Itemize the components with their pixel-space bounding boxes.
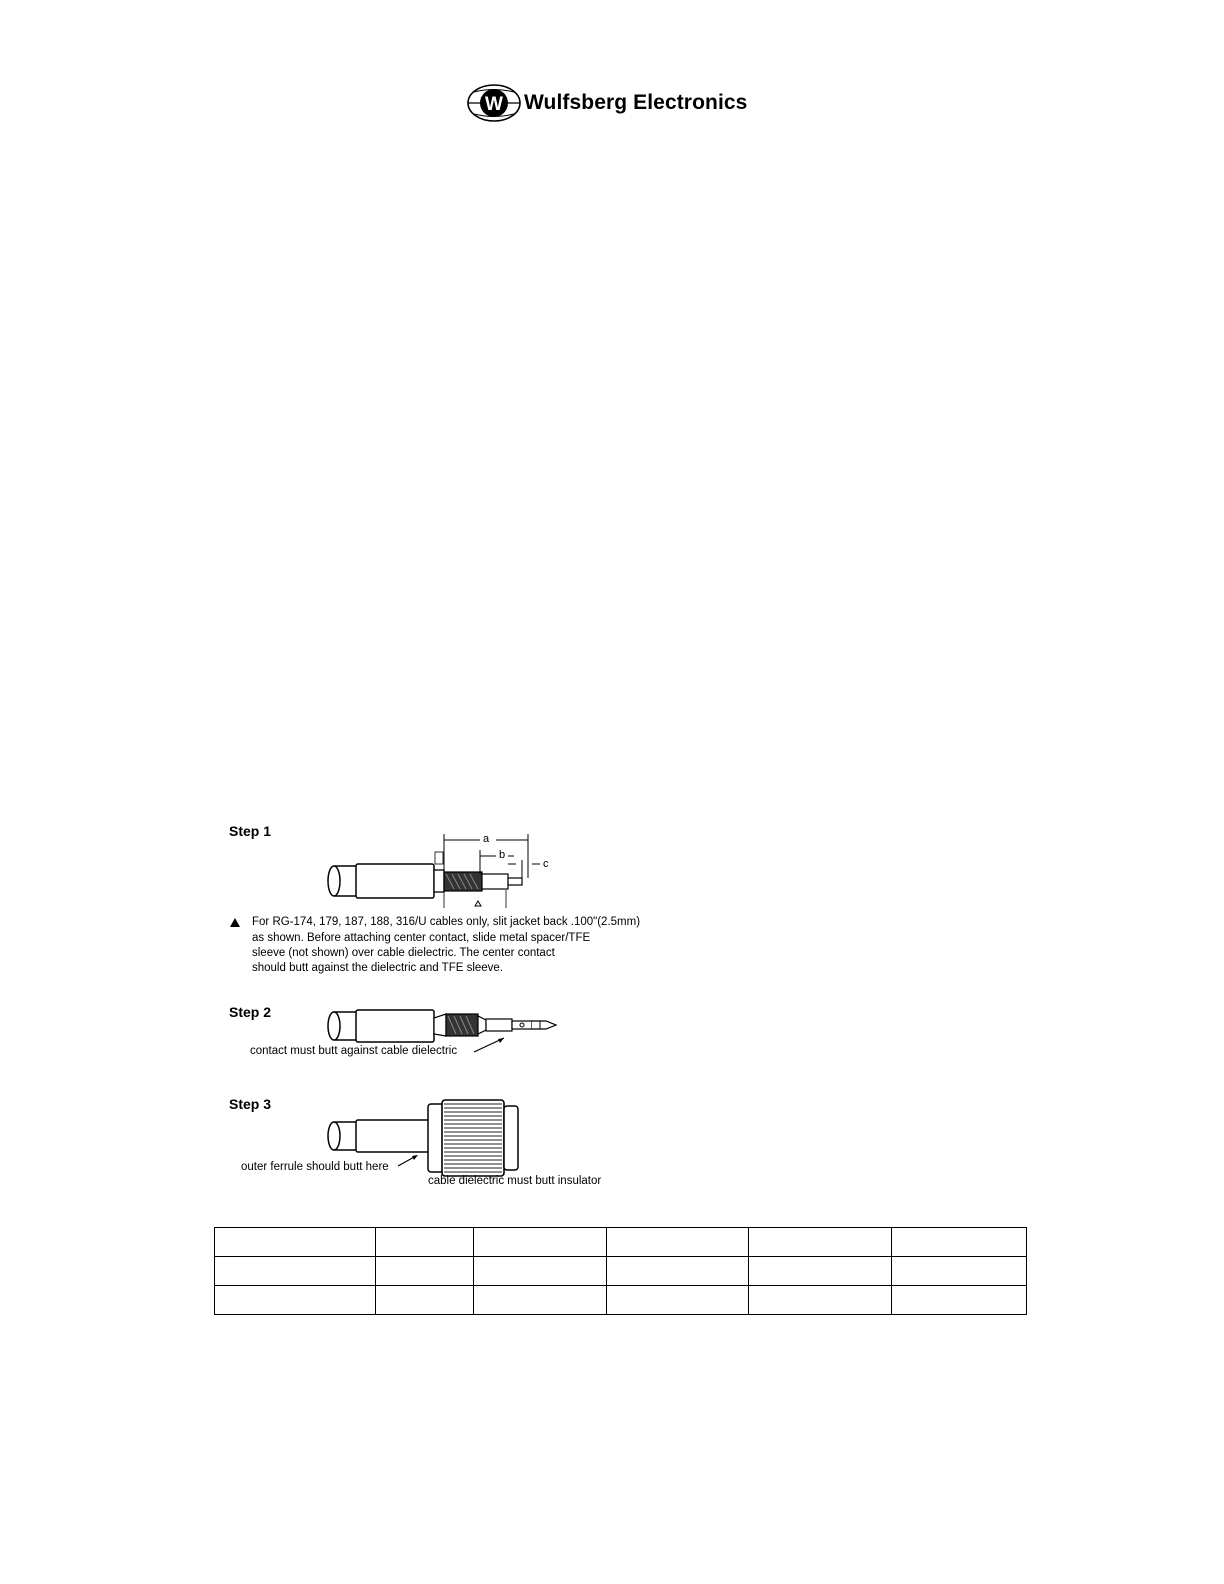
table-cell [215, 1286, 376, 1315]
company-name: Wulfsberg Electronics [524, 91, 748, 114]
table-cell [215, 1228, 376, 1257]
specification-table [214, 1227, 1027, 1315]
table-cell [474, 1257, 607, 1286]
table-cell [749, 1286, 892, 1315]
logo-letter: W [485, 94, 503, 115]
dimension-a-label: a [483, 833, 490, 845]
table-cell [892, 1286, 1027, 1315]
company-logo [466, 83, 747, 123]
step-3-caption-left: outer ferrule should butt here [241, 1161, 389, 1173]
step-1-note-line-1: For RG-174, 179, 187, 188, 316/U cables only, slit jacket back .100"(2.5mm) [252, 916, 641, 928]
table-cell [376, 1228, 474, 1257]
step-2-label: Step 2 [229, 1004, 272, 1020]
table-cell [607, 1286, 749, 1315]
table-cell [376, 1286, 474, 1315]
warning-triangle-icon [229, 917, 241, 929]
table-cell [376, 1257, 474, 1286]
table-cell [892, 1257, 1027, 1286]
table-row [215, 1286, 1027, 1315]
step-1-note-line-2: as shown. Before attaching center contact, slide metal spacer/TFE [252, 932, 591, 944]
dimension-b-label: b [499, 849, 506, 861]
step-3-caption-right: cable dielectric must butt insulator [428, 1175, 602, 1187]
table-cell [892, 1228, 1027, 1257]
table-cell [474, 1228, 607, 1257]
step-1-cable-diagram [320, 832, 560, 912]
table-cell [215, 1257, 376, 1286]
dimension-c-label: c [543, 858, 549, 870]
globe-w-icon [466, 83, 522, 123]
table-row [215, 1257, 1027, 1286]
step-1-label: Step 1 [229, 823, 272, 839]
step-1-note-line-4: should butt against the dielectric and TFE sleeve. [252, 962, 504, 974]
table-cell [607, 1257, 749, 1286]
table-cell [607, 1228, 749, 1257]
table-cell [474, 1286, 607, 1315]
table-cell [749, 1228, 892, 1257]
table-row [215, 1228, 1027, 1257]
step-2-caption: contact must butt against cable dielectric [250, 1045, 458, 1057]
step-1-note-line-3: sleeve (not shown) over cable dielectric. The center contact [252, 947, 555, 959]
step-3-label: Step 3 [229, 1096, 272, 1112]
table-cell [749, 1257, 892, 1286]
